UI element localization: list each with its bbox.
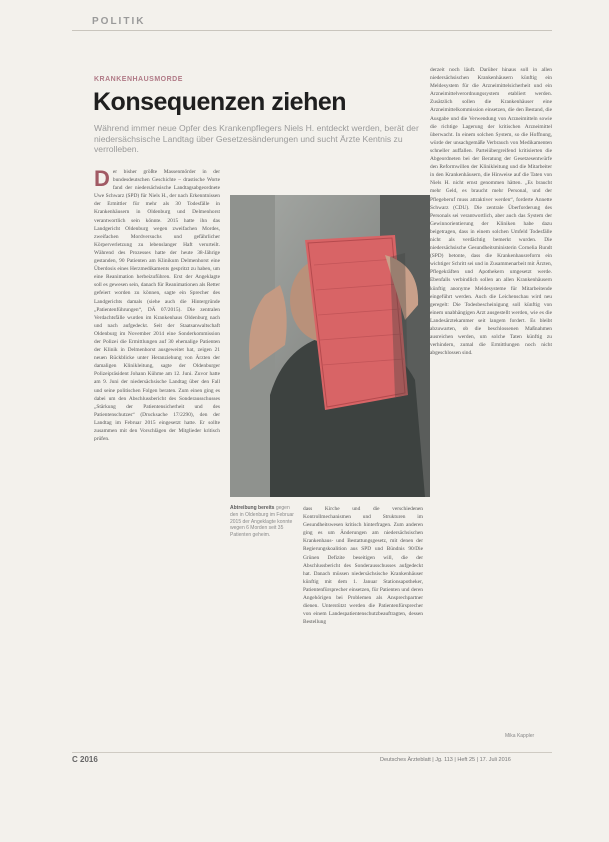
section-label: POLITIK	[92, 16, 146, 27]
column-1-text: er bisher größte Massenmörder in der bundesdeutschen Geschichte – drastische Worte fand der niedersächsische Landtagsabgeordnete Uwe Schwarz (SPD) für Niels H., der nach Erkenntnissen der Ermittler für mehr als 30 Todesfälle in Krankenhäusern in Oldenburg und Delmenhorst verantwortlich sein könnte. 2015 hatte ihn das Landgericht Oldenburg wegen zweifachen Mordes, zweifachen Mordversuchs und gefährlicher Körperverletzung zu lebenslanger Haft verurteilt. Während des Prozesses hatte der heute 38-Jährige gestanden, 90 Patienten am Klinikum Delmenhorst eine Überdosis eines Herzmedikaments gespritzt zu haben, um eine Reanimation herbeizuführen. Erst der Angeklagte soll es gewesen sein, danach für Reanimationen als Retter gefeiert worden zu können, sagte ein Sprecher des Landgerichts damals (siehe auch die Hintergründe „Patientenführungen“, DÄ 07/2015). Die zentralen Verdachtsfälle wurden im Krankenhaus Oldenburg nach und nach aufgedeckt. Seit der Staatsanwaltschaft Oldenburg im November 2014 eine Sonderkommission der Polizei die Ermittlungen auf 30 ehemalige Patienten der Klinik in Delmenhorst ausgeweitet hat, zeigen 21 neuen Rückblicke unter Heranziehung von Ärzten der damaligen Klinikleitung, sagte der Oldenburger Polizeipräsident Johann Kühme am 12. Juni. Zuvor hatte am 9. Juni der niedersächsische Landtag über den Fall und seine politischen Folgen beraten. Zum einen ging es dabei um den Abschlussbericht des Sonderausschusses „Stärkung der Patientensicherheit und des Patientenschutzes“ (Drucksache 17/2290), den der Landtag im Februar 2015 eingesetzt hatte. Er sollte zusammen mit den Vorschlägen der Mitglieder kritisch prüfen.	[94, 169, 220, 443]
article-photo	[230, 195, 430, 497]
article-teaser: Während immer neue Opfer des Krankenpflegers Niels H. entdeckt werden, berät der niedersächsische Landtag über Gesetzesänderungen und sucht Ärzte Kentnis zu verrolleben.	[94, 123, 419, 155]
footer-logo: C 2016	[72, 755, 98, 764]
footer-magazine-info: Deutsches Ärzteblatt | Jg. 113 | Heft 25 | 17. Juli 2016	[380, 757, 511, 763]
footer-divider	[72, 752, 552, 753]
defendant-photo-illustration	[230, 195, 430, 497]
caption-text: gegen den in Oldenburg im Februar 2015 der Angeklagte konnte wegen 6 Morden seit 35 Patienten geheim.	[230, 505, 294, 539]
photo-caption	[230, 505, 297, 539]
header-divider	[72, 30, 552, 31]
article-kicker: KRANKENHAUSMORDE	[94, 76, 183, 83]
article-author: Mika Kappler	[505, 733, 535, 739]
drop-cap: D	[94, 168, 110, 191]
article-column-1	[94, 168, 220, 748]
article-column-3	[430, 66, 552, 750]
article-column-2	[303, 505, 423, 750]
column-2-text: dass Kirche und die verschiedenen Kontrollmechanismen und Strukturen im Gesundheitswesen kritisch hinterfragen. Zum anderen ging es um Änderungen am niedersächsischen Krankenhaus- und Bestattungsgesetz, mit denen der Regierungskoalition aus SPD und Bündnis 90/Die Grünen Defizite beseitigen will, die der Abschlussbericht des Sonderausschusses aufgedeckt hat. Danach müssen niedersächsische Krankenhäuser künftig mit dem 1. Januar Stationsapotheker, Patientenfürsprecher einsetzen, für Patienten und deren Angehörigen bei Problemen als Ansprechpartner dienen. Unterstützt werden die Patientenfürsprecher von einem Landespatientenschutzbeauftragten, dessen Bestellung	[303, 506, 423, 626]
column-3-text: derzeit noch läuft. Darüber hinaus soll in allen niedersächsischen Krankenhäusern künftig ein Meldesystem für die Arzneimittelsicherheit und ein Arzneimittelverordnungssystem etabliert werden. Zusätzlich sollen die Krankenhäuser eine Arzneimittelkommission einsetzen, die den Bestand, die Ausgabe und die Verwendung von Arzneimitteln sowie die richtige Lagerung der kritischen Arzneimittel überwacht. In einem solchen System, so die Hoffnung, würde der unsachgemäße Verbrauch von Medikamenten schneller auffallen. Parteiübergreifend kritisierten die Abgeordneten bei der Beratung der Gesetzesentwürfe den Reformwillen der Klinikleitung und die Mitarbeiter in den Krankenhäusern, die Hinweise auf die Taten von Niels H. nicht ernst genommen hätten. „Es braucht mehr Geld, es braucht mehr Personal, und der Pflegeberuf muss attraktiver werden“, forderte Annette Schwarz (CDU). Die zentrale Überforderung des Personals sei verantwortlich, aber auch das System der Gewinnorientierung der Kliniken habe dazu beigetragen, dass in einem solchen Umfeld Todesfälle nicht als verdächtig bemerkt wurden. Die niedersächsische Gesundheitsministerin Cornelia Rundt (SPD) betonte, dass die Krankenhausreform ein wichtiger Schritt sei und in Zusammenarbeit mit Ärzten, Pflegekräften und Apothekern umgesetzt werde. Ebenfalls verbindlich sollen an allen Krankenhäusern künftig anonyme Meldesysteme für Mitarbeitende eingeführt werden. Auch die Leichenschau wird neu geregelt: Die Todesbescheinigung soll künftig von einem unabhängigen Arzt ausgestellt werden, wie es die Landesärztekammer seit langem fordert. Es bleibt abzuwarten, ob die beschlossenen Maßnahmen ausreichen werden, um solche Taten künftig zu verhindern, zumal die Ermittlungen noch nicht abgeschlossen sind.	[430, 67, 552, 357]
caption-lead: Abtreibung bereits	[230, 505, 275, 511]
article-headline: Konsequenzen ziehen	[93, 88, 347, 116]
